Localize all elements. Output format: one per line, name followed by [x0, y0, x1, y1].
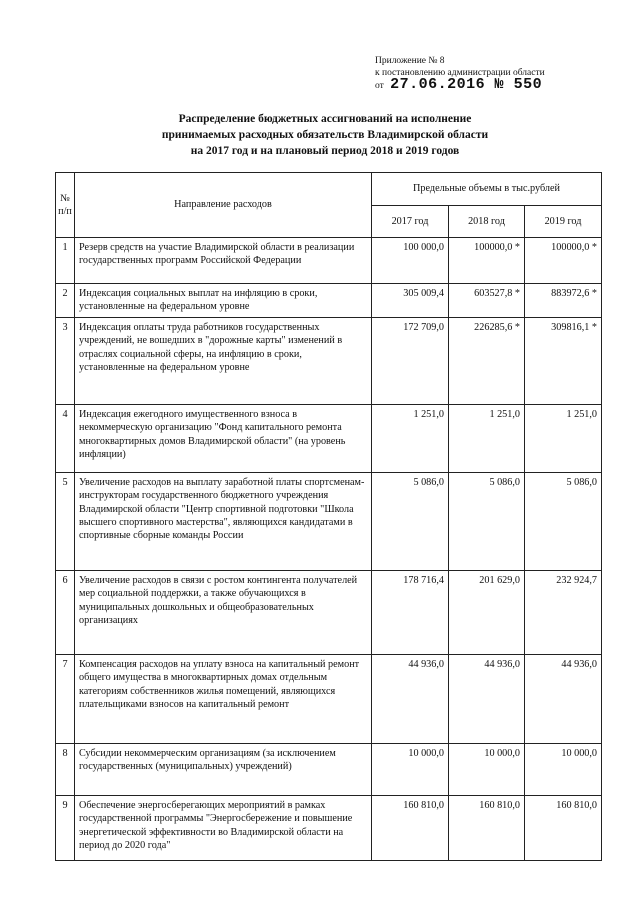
table-row [56, 284, 602, 318]
row-number: 1 [56, 238, 75, 284]
row-value-2017: 178 716,4 [372, 571, 449, 655]
header-2018: 2018 год [449, 205, 525, 238]
title-line-3: на 2017 год и на плановый период 2018 и 2019 годов [190, 145, 460, 157]
row-direction: Увеличение расходов на выплату заработной платы спортсменам-инструкторам государственного бюджетного учреждения Владимирской области "Центр спортивной подготовки "Школа высшего спортивного мастерства", являющихся кандидатами в спортивные сборные команды России [75, 473, 372, 571]
row-number: 9 [56, 796, 75, 861]
row-value-2017: 10 000,0 [372, 744, 449, 796]
row-number: 3 [56, 318, 75, 405]
row-number: 6 [56, 571, 75, 655]
row-value-2019: 232 924,7 [525, 571, 602, 655]
header-row [56, 173, 602, 206]
row-value-2017: 5 086,0 [372, 473, 449, 571]
document-title [110, 111, 540, 159]
row-number: 7 [56, 655, 75, 744]
header-num: № п/п [56, 173, 75, 238]
appendix-block [375, 55, 545, 92]
row-value-2017: 160 810,0 [372, 796, 449, 861]
row-number: 8 [56, 744, 75, 796]
row-value-2019: 309816,1 * [525, 318, 602, 405]
row-value-2017: 172 709,0 [372, 318, 449, 405]
row-value-2017: 305 009,4 [372, 284, 449, 318]
table-row [56, 405, 602, 473]
title-line-2: принимаемых расходных обязательств Владимирской области [161, 129, 489, 141]
row-direction: Индексация ежегодного имущественного взноса в некоммерческую организацию "Фонд капитального ремонта многоквартирных домов Владимирской области" (на уровень инфляции) [75, 405, 372, 473]
date-prefix: от [375, 81, 384, 91]
row-value-2018: 100000,0 * [449, 238, 525, 284]
row-value-2018: 44 936,0 [449, 655, 525, 744]
date-number-stamp: 27.06.2016 № 550 [390, 76, 543, 93]
row-value-2019: 44 936,0 [525, 655, 602, 744]
row-direction: Резерв средств на участие Владимирской области в реализации государственных программ Российской Федерации [75, 238, 372, 284]
row-direction: Индексация оплаты труда работников государственных учреждений, не вошедших в "дорожные карты" изменений в отраслях социальной сферы, на инфляцию в сроки, установленные на федеральном уровне [75, 318, 372, 405]
table-row [56, 655, 602, 744]
table-row [56, 796, 602, 861]
table-row [56, 571, 602, 655]
table-row [56, 473, 602, 571]
row-direction: Обеспечение энергосберегающих мероприятий в рамках государственной программы "Энергосбережение и повышение энергетической эффективности во Владимирской области на период до 2020 года" [75, 796, 372, 861]
table-row [56, 744, 602, 796]
row-value-2018: 5 086,0 [449, 473, 525, 571]
row-direction: Увеличение расходов в связи с ростом контингента получателей мер социальной поддержки, а также обучающихся в муниципальных дошкольных и общеобразовательных организациях [75, 571, 372, 655]
row-value-2018: 201 629,0 [449, 571, 525, 655]
row-value-2018: 10 000,0 [449, 744, 525, 796]
header-2019: 2019 год [525, 205, 602, 238]
row-number: 2 [56, 284, 75, 318]
table-row [56, 318, 602, 405]
header-direction: Направление расходов [75, 173, 372, 238]
header-limits: Предельные объемы в тыс.рублей [372, 173, 602, 206]
row-number: 4 [56, 405, 75, 473]
title-line-1: Распределение бюджетных ассигнований на исполнение [178, 113, 472, 125]
row-value-2019: 100000,0 * [525, 238, 602, 284]
budget-table [55, 172, 602, 861]
header-2017: 2017 год [372, 205, 449, 238]
row-direction: Компенсация расходов на уплату взноса на капитальный ремонт общего имущества в многоквартирных домах отдельным категориям собственников жилья помещений, являющихся плательщиками взносов на капитальный ремонт [75, 655, 372, 744]
row-value-2019: 160 810,0 [525, 796, 602, 861]
appendix-number: Приложение № 8 [375, 56, 445, 66]
appendix-reference: к постановлению администрации области [375, 68, 545, 78]
row-direction: Индексация социальных выплат на инфляцию в сроки, установленные на федеральном уровне [75, 284, 372, 318]
row-value-2017: 1 251,0 [372, 405, 449, 473]
row-direction: Субсидии некоммерческим организациям (за исключением государственных (муниципальных) учреждений) [75, 744, 372, 796]
row-number: 5 [56, 473, 75, 571]
row-value-2019: 5 086,0 [525, 473, 602, 571]
row-value-2018: 226285,6 * [449, 318, 525, 405]
row-value-2018: 160 810,0 [449, 796, 525, 861]
row-value-2017: 100 000,0 [372, 238, 449, 284]
row-value-2019: 883972,6 * [525, 284, 602, 318]
table-row [56, 238, 602, 284]
row-value-2018: 1 251,0 [449, 405, 525, 473]
row-value-2017: 44 936,0 [372, 655, 449, 744]
row-value-2018: 603527,8 * [449, 284, 525, 318]
row-value-2019: 1 251,0 [525, 405, 602, 473]
appendix-date-line [375, 76, 545, 93]
row-value-2019: 10 000,0 [525, 744, 602, 796]
